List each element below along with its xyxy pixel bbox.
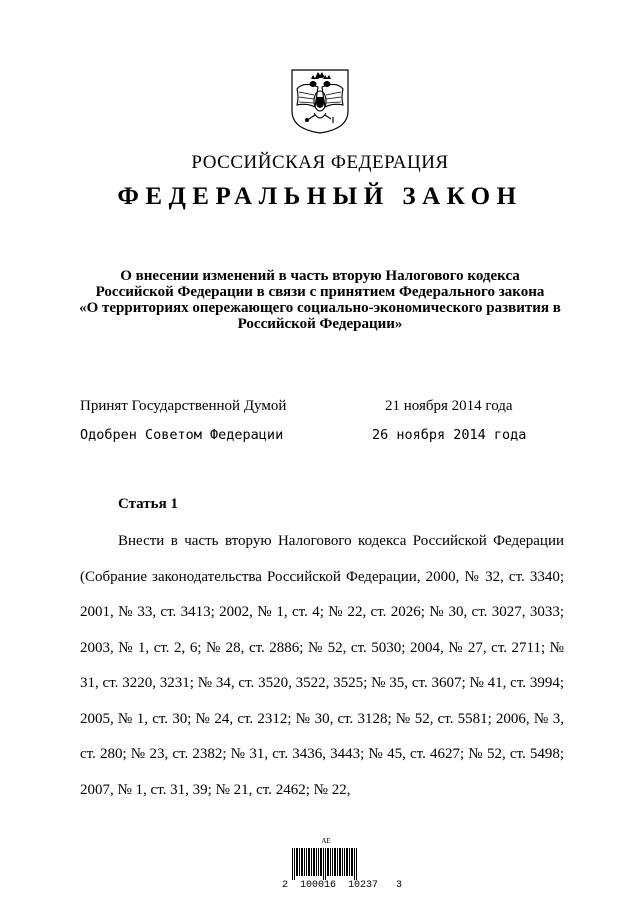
article-heading: Статья 1: [118, 496, 178, 512]
adopted-by-duma-label: Принят Государственной Думой: [80, 398, 287, 414]
law-title-line: Российской Федерации в связи с принятием Федерального закона: [95, 284, 545, 300]
document-type: ФЕДЕРАЛЬНЫЙ ЗАКОН: [117, 183, 523, 210]
barcode-mark: АЕ: [321, 837, 331, 845]
coat-of-arms-emblem: [289, 67, 351, 135]
barcode-bars-icon: [292, 848, 358, 880]
law-title-line: Российской Федерации»: [237, 316, 403, 332]
approved-by-council-label: Одобрен Советом Федерации: [80, 427, 284, 443]
law-title-line: О внесении изменений в часть вторую Налогового кодекса: [120, 268, 520, 284]
law-title: [70, 268, 570, 332]
law-title-line: «О территориях опережающего социально-экономического развития в: [79, 300, 561, 316]
adopted-by-duma-date: 21 ноября 2014 года: [385, 398, 513, 414]
russian-coat-of-arms-icon: [289, 67, 351, 135]
barcode: [282, 836, 403, 894]
barcode-number: 2 100016 10237 3: [282, 880, 403, 891]
approved-by-council-date: 26 ноября 2014 года: [372, 427, 527, 443]
article-body-text: Внести в часть вторую Налогового кодекса Российской Федерации (Собрание законодательства Российской Федерации, 2000, № 32, ст. 3340; 2001, № 33, ст. 3413; 2002, № 1, ст. 4; № 22, ст. 2026; № 30, ст. 3027, 3033; 2003, № 1, ст. 2, 6; № 28, ст. 2886; № 52, ст. 5030; 2004, № 27, ст. 2711; № 31, ст. 3220, 3231; № 34, ст. 3520, 3522, 3525; № 35, ст. 3607; № 41, ст. 3994; 2005, № 1, ст. 30; № 24, ст. 2312; № 30, ст. 3128; № 52, ст. 5581; 2006, № 3, ст. 280; № 23, ст. 2382; № 31, ст. 3436, 3443; № 45, ст. 4627; № 52, ст. 5498; 2007, № 1, ст. 31, 39; № 21, ст. 2462; № 22,: [80, 533, 564, 798]
country-name: РОССИЙСКАЯ ФЕДЕРАЦИЯ: [191, 152, 449, 173]
